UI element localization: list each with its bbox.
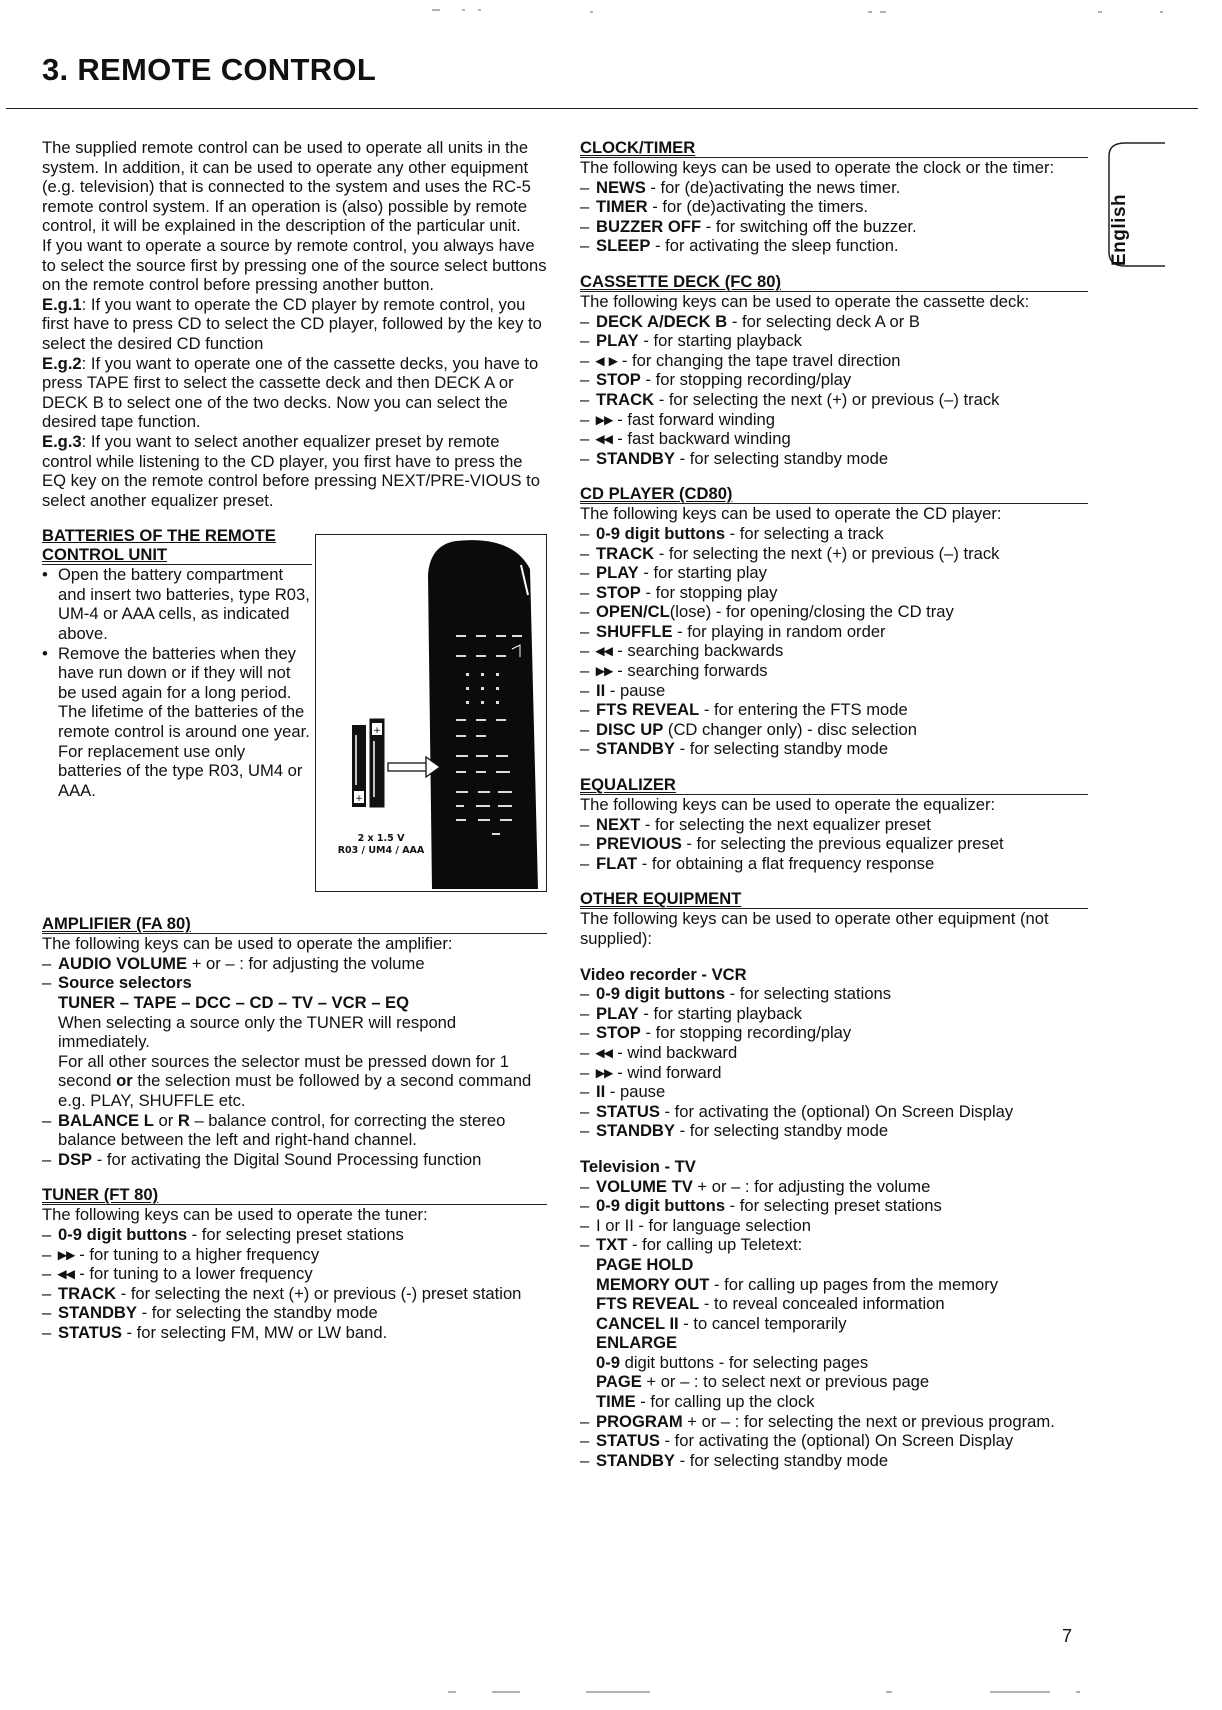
clock-timer-key: NEWS: [596, 177, 646, 197]
equalizer-item: – PREVIOUS - for selecting the previous equalizer preset: [580, 834, 1004, 854]
vcr-key: II: [596, 1082, 606, 1102]
example-1: [42, 295, 547, 354]
tv-item: – STATUS - for activating the (optional) On Screen Display: [580, 1431, 1014, 1451]
amplifier-balance-text: – balance control, for correcting the stereo balance between the left and right-hand channel.: [58, 1110, 506, 1150]
batteries-section: [42, 526, 547, 898]
tv-page-text: + or – : to select next or previous page: [641, 1372, 930, 1392]
amplifier-item: – AUDIO VOLUME + or – : for adjusting the volume: [42, 953, 425, 973]
intro-paragraph-2: If you want to operate a source by remote control, you always have to select the source first by pressing one of the source select buttons on the remote control before pressing another button.: [42, 235, 547, 295]
tv-status-text: - for activating the (optional) On Screen Display: [659, 1431, 1014, 1451]
clock-timer-text: - for (de)activating the timers.: [647, 197, 869, 217]
cd-player-key: STANDBY: [596, 739, 675, 759]
intro-paragraph-1: The supplied remote control can be used to operate all units in the system. In addition, it can be used to operate any other equipment (e.g. television) that is connected to the system and uses the RC-5 remote control system. If an operation is (also) possible by remote control, it will be explained in the description of the particular unit.: [42, 138, 531, 236]
tuner-list: [42, 1225, 547, 1343]
tuner-item: – ▸▸ - for tuning to a higher frequency: [42, 1244, 320, 1264]
batteries-bullet-2-continued: The lifetime of the batteries of the remote control is around one year. For replacement use only batteries of the type R03, UM4 or AAA.: [58, 702, 310, 800]
amplifier-balance-key: BALANCE L: [58, 1110, 154, 1130]
equalizer-intro: The following keys can be used to operate the equalizer:: [580, 795, 996, 815]
amplifier-source-list: TUNER – TAPE – DCC – CD – TV – VCR – EQ: [58, 993, 410, 1013]
vcr-text: - wind forward: [612, 1062, 722, 1082]
tuner-text: - for selecting the standby mode: [136, 1303, 378, 1323]
equalizer-key: FLAT: [596, 853, 638, 873]
cd-player-key: DISC UP: [596, 719, 664, 739]
amplifier-source-note-1: When selecting a source only the TUNER will respond immediately.: [58, 1012, 457, 1052]
page-title: 3. REMOTE CONTROL: [42, 52, 377, 87]
cd-player-list: [580, 524, 1088, 759]
cassette-item: – STANDBY - for selecting standby mode: [580, 448, 889, 468]
amplifier-source-key: Source selectors: [58, 973, 192, 993]
tv-item: – PROGRAM + or – : for selecting the next or previous program.: [580, 1411, 1055, 1431]
batteries-heading-line-2: CONTROL UNIT: [42, 545, 312, 565]
vcr-text: - for activating the (optional) On Screen Display: [659, 1101, 1014, 1121]
equalizer-item: – NEXT - for selecting the next equalizer preset: [580, 814, 931, 834]
tuner-text: - for selecting preset stations: [187, 1225, 404, 1244]
vcr-item: – II - pause: [580, 1082, 666, 1102]
vcr-text: - for selecting stations: [725, 984, 892, 1004]
batteries-text: [42, 526, 312, 800]
vcr-heading: Video recorder - VCR: [580, 964, 747, 984]
cassette-intro: The following keys can be used to operate the cassette deck:: [580, 291, 1030, 311]
clock-timer-item: – SLEEP - for activating the sleep function.: [580, 236, 899, 256]
tv-digits-key: 0-9 digit buttons: [596, 1196, 726, 1216]
tuner-key: TRACK: [58, 1283, 117, 1303]
batteries-bullet-1: • Open the battery compartment and insert two batteries, type R03, UM-4 or AAA cells, as indicated above.: [42, 565, 312, 643]
cd-player-text: (CD changer only) - disc selection: [663, 719, 917, 739]
cd-player-item: – PLAY - for starting play: [580, 563, 767, 583]
batteries-bullet-2-text: Remove the batteries when they have run down or if they will not be used again for a long period.: [58, 643, 296, 702]
amplifier-source-note-2a: For all other sources the selector must be pressed down for 1 second: [58, 1051, 510, 1091]
batteries-list: [42, 565, 312, 800]
cd-player-text: - for selecting standby mode: [674, 739, 889, 759]
tuner-text: - for selecting FM, MW or LW band.: [121, 1322, 388, 1342]
clock-timer-item: – NEWS - for (de)activating the news timer.: [580, 177, 901, 197]
tuner-section: [42, 1185, 547, 1342]
clock-timer-key: SLEEP: [596, 236, 651, 256]
vcr-list: [580, 984, 1088, 1141]
cd-player-item: – STANDBY - for selecting standby mode: [580, 739, 889, 759]
cd-player-item: – SHUFFLE - for playing in random order: [580, 621, 886, 641]
equalizer-text: - for selecting the next equalizer preset: [640, 814, 931, 834]
header-divider: [6, 108, 1198, 109]
battery-caption-voltage: 2 x 1.5 V: [357, 833, 405, 845]
cassette-section: [580, 272, 1088, 468]
cd-player-text: - for stopping play: [640, 582, 778, 602]
cd-player-key: SHUFFLE: [596, 621, 673, 641]
cd-player-text: - searching backwards: [612, 641, 784, 661]
vcr-key: STATUS: [596, 1101, 660, 1121]
cassette-list: [580, 312, 1088, 469]
tuner-item: – ◂◂ - for tuning to a lower frequency: [42, 1264, 313, 1284]
cd-player-text: (lose) - for opening/closing the CD tray: [669, 602, 954, 622]
tuner-item: – 0-9 digit buttons - for selecting preset stations: [42, 1225, 404, 1244]
cassette-heading: CASSETTE DECK (FC 80): [580, 272, 1088, 292]
clock-timer-intro: The following keys can be used to operate the clock or the timer:: [580, 158, 1055, 177]
amplifier-item: – DSP - for activating the Digital Sound Processing function: [42, 1149, 482, 1169]
example-3-text: : If you want to select another equalizer preset by remote control while listening to the CD player, you first have to press the EQ key on the remote control before pressing NEXT/PRE-VIOUS to select another equalizer preset.: [42, 431, 541, 510]
cd-player-item: – OPEN/CL(lose) - for opening/closing the CD tray: [580, 602, 954, 622]
vcr-item: – STOP - for stopping recording/play: [580, 1023, 852, 1043]
cassette-item: – ◂◂ - fast backward winding: [580, 429, 791, 449]
cd-player-item: – STOP - for stopping play: [580, 582, 778, 602]
vcr-text: - pause: [605, 1082, 666, 1102]
cassette-item: – TRACK - for selecting the next (+) or previous (–) track: [580, 389, 1000, 409]
vcr-key: STOP: [596, 1023, 641, 1043]
cd-player-key: OPEN/CL: [596, 602, 670, 622]
cd-player-text: - searching forwards: [612, 661, 768, 681]
cd-player-key: PLAY: [596, 563, 639, 583]
tv-standby-key: STANDBY: [596, 1450, 675, 1470]
cd-player-text: - for selecting a track: [725, 523, 884, 543]
tv-program-key: PROGRAM: [596, 1411, 683, 1431]
cassette-key: ◂ ▸: [596, 350, 618, 370]
equalizer-text: - for selecting the previous equalizer preset: [681, 834, 1004, 854]
cd-player-text: - pause: [605, 680, 666, 700]
tv-time-text: - for calling up the clock: [635, 1392, 815, 1412]
cd-player-heading: CD PLAYER (CD80): [580, 484, 1088, 504]
tv-standby-text: - for selecting standby mode: [674, 1450, 889, 1470]
clock-timer-item: – TIMER - for (de)activating the timers.: [580, 197, 869, 217]
tuner-key: STATUS: [58, 1322, 122, 1342]
battery-caption-types: R03 / UM4 / AAA: [337, 845, 425, 857]
remote-control-illustration: [315, 534, 547, 892]
cd-player-intro: The following keys can be used to operate the CD player:: [580, 504, 1002, 524]
tv-time-key: TIME: [596, 1392, 636, 1412]
other-equipment-heading: OTHER EQUIPMENT: [580, 889, 1088, 909]
vcr-item: – PLAY - for starting playback: [580, 1003, 802, 1023]
batteries-heading-line-1: BATTERIES OF THE REMOTE: [42, 526, 276, 546]
cassette-item: – DECK A/DECK B - for selecting deck A or B: [580, 311, 920, 331]
tv-enlarge: ENLARGE: [596, 1333, 678, 1353]
vcr-item: – STANDBY - for selecting standby mode: [580, 1121, 889, 1141]
amplifier-balance-or: or: [153, 1110, 178, 1130]
tuner-text: - for tuning to a lower frequency: [74, 1264, 313, 1284]
example-2-label: E.g.2: [42, 353, 82, 373]
cd-player-item: – II - pause: [580, 680, 666, 700]
example-2: [42, 354, 547, 432]
cd-player-item: – DISC UP (CD changer only) - disc selection: [580, 719, 917, 739]
vcr-key: 0-9 digit buttons: [596, 984, 726, 1004]
tv-item: – TXT - for calling up Teletext: PAGE HOLD MEMORY OUT - for calling up pages from the memory FTS REVEAL - to reveal concealed information CANCEL II - to cancel temporarily ENLARGE 0-9 digit buttons - for selecting pages PAGE + or – : to select next or previous page TIME - for calling up the clock: [580, 1235, 999, 1412]
cd-player-item: – TRACK - for selecting the next (+) or previous (–) track: [580, 543, 1000, 563]
tv-cancel-key: CANCEL II: [596, 1313, 679, 1333]
cd-player-section: [580, 484, 1088, 759]
clock-timer-section: [580, 138, 1088, 256]
batteries-bullet-2: [42, 644, 312, 801]
tuner-text: - for tuning to a higher frequency: [74, 1244, 320, 1264]
tuner-key: ▸▸: [58, 1244, 75, 1264]
battery-icons: [352, 719, 384, 807]
equalizer-item: – FLAT - for obtaining a flat frequency response: [580, 853, 935, 873]
tv-fts-text: - to reveal concealed information: [699, 1294, 945, 1314]
vcr-key: ▸▸: [596, 1062, 613, 1082]
amplifier-section: [42, 914, 547, 1169]
tuner-item: – STANDBY - for selecting the standby mode: [42, 1303, 378, 1323]
clock-timer-list: [580, 178, 1088, 256]
tv-memory-text: - for calling up pages from the memory: [709, 1274, 999, 1294]
tv-item: – I or II - for language selection: [580, 1215, 811, 1235]
clock-timer-heading: CLOCK/TIMER: [580, 138, 1088, 158]
vcr-key: ◂◂: [596, 1042, 613, 1062]
cd-player-text: - for playing in random order: [672, 621, 886, 641]
equalizer-section: [580, 775, 1088, 873]
other-equipment-intro: The following keys can be used to operate other equipment (not supplied):: [580, 909, 1049, 948]
cassette-text: - for stopping recording/play: [640, 370, 852, 390]
cassette-text: - for selecting the next (+) or previous (–) track: [654, 389, 1000, 409]
tuner-intro: The following keys can be used to operate the tuner:: [42, 1205, 428, 1225]
cd-player-key: TRACK: [596, 543, 655, 563]
tuner-key: ◂◂: [58, 1264, 75, 1284]
tv-heading: Television - TV: [580, 1156, 696, 1176]
cassette-key: ◂◂: [596, 429, 613, 449]
cassette-text: - fast forward winding: [612, 409, 775, 429]
vcr-key: STANDBY: [596, 1121, 675, 1141]
cd-player-key: FTS REVEAL: [596, 700, 700, 720]
amplifier-volume-key: AUDIO VOLUME: [58, 953, 188, 973]
tv-volume-key: VOLUME TV: [596, 1176, 693, 1196]
tv-program-text: + or – : for selecting the next or previous program.: [682, 1411, 1055, 1431]
amplifier-dsp-key: DSP: [58, 1149, 93, 1169]
tv-cancel-text: - to cancel temporarily: [678, 1313, 847, 1333]
cd-player-key: STOP: [596, 582, 641, 602]
cassette-item: – PLAY - for starting playback: [580, 331, 802, 351]
cd-player-item: – 0-9 digit buttons - for selecting a track: [580, 523, 884, 543]
battery-caption: [316, 833, 446, 857]
example-3-label: E.g.3: [42, 431, 82, 451]
tuner-item: – TRACK - for selecting the next (+) or previous (-) preset station: [42, 1283, 522, 1303]
svg-text:+: +: [373, 726, 381, 737]
cd-player-item: – ▸▸ - searching forwards: [580, 661, 768, 681]
tuner-item: – STATUS - for selecting FM, MW or LW band.: [42, 1322, 388, 1342]
cassette-text: - for selecting standby mode: [674, 448, 889, 468]
clock-timer-text: - for (de)activating the news timer.: [645, 177, 901, 197]
cassette-text: - for changing the tape travel direction: [617, 350, 901, 370]
amplifier-source-note-2-or: or: [116, 1071, 133, 1091]
cd-player-key: ▸▸: [596, 661, 613, 681]
tv-item: – 0-9 digit buttons - for selecting preset stations: [580, 1196, 942, 1216]
equalizer-heading: EQUALIZER: [580, 775, 1088, 795]
tuner-text: - for selecting the next (+) or previous (-) preset station: [116, 1283, 522, 1303]
clock-timer-text: - for activating the sleep function.: [650, 236, 899, 256]
cd-player-key: ◂◂: [596, 641, 613, 661]
amplifier-dsp-text: - for activating the Digital Sound Processing function: [92, 1149, 482, 1169]
tv-pages-key: 0-9: [596, 1352, 620, 1372]
tv-fts-key: FTS REVEAL: [596, 1294, 700, 1314]
equalizer-list: [580, 815, 1088, 874]
cassette-key: PLAY: [596, 331, 639, 351]
example-1-text: : If you want to operate the CD player by remote control, you first have to press CD to select the CD player, followed by the key to select the desired CD function: [42, 294, 542, 353]
tuner-key: STANDBY: [58, 1303, 137, 1323]
tv-txt-text: - for calling up Teletext:: [627, 1235, 803, 1255]
tv-volume-text: + or – : for adjusting the volume: [692, 1176, 931, 1196]
equalizer-key: PREVIOUS: [596, 834, 682, 854]
cd-player-item: – FTS REVEAL - for entering the FTS mode: [580, 700, 908, 720]
cassette-key: STOP: [596, 370, 641, 390]
cassette-item: – ▸▸ - fast forward winding: [580, 409, 775, 429]
tuner-heading: TUNER (FT 80): [42, 1185, 547, 1205]
svg-text:+: +: [355, 794, 363, 805]
amplifier-source-note-2b: the selection must be followed by a second command e.g. PLAY, SHUFFLE etc.: [58, 1071, 532, 1111]
amplifier-list: [42, 954, 547, 1170]
cassette-key: ▸▸: [596, 409, 613, 429]
tv-txt-key: TXT: [596, 1235, 628, 1255]
vcr-item: – ▸▸ - wind forward: [580, 1062, 722, 1082]
language-tab: [1097, 142, 1165, 268]
cd-player-text: - for starting play: [638, 563, 767, 583]
clock-timer-key: TIMER: [596, 197, 648, 217]
example-3: [42, 432, 547, 510]
vcr-text: - for stopping recording/play: [640, 1023, 852, 1043]
cassette-item: – STOP - for stopping recording/play: [580, 370, 852, 390]
vcr-item: – 0-9 digit buttons - for selecting stations: [580, 984, 892, 1004]
tv-language-text: I or II - for language selection: [596, 1215, 811, 1235]
page-number: 7: [1062, 1626, 1073, 1646]
cassette-key: TRACK: [596, 389, 655, 409]
amplifier-source-note-2: [58, 1052, 547, 1111]
vcr-key: PLAY: [596, 1003, 639, 1023]
vcr-text: - for starting playback: [638, 1003, 802, 1023]
tv-item: – STANDBY - for selecting standby mode: [580, 1450, 889, 1470]
language-tab-frame: [1097, 142, 1165, 268]
cassette-key: DECK A/DECK B: [596, 311, 728, 331]
cassette-text: - for selecting deck A or B: [727, 311, 920, 331]
cd-player-text: - for entering the FTS mode: [699, 700, 908, 720]
tv-page-hold: PAGE HOLD: [596, 1254, 694, 1274]
tv-list: [580, 1177, 1088, 1471]
amplifier-volume-text: + or – : for adjusting the volume: [187, 953, 425, 973]
other-equipment-section: [580, 889, 1088, 1470]
vcr-text: - wind backward: [612, 1042, 738, 1062]
clock-timer-text: - for switching off the buzzer.: [701, 216, 917, 236]
example-2-text: : If you want to operate one of the cassette decks, you have to press TAPE first to select the cassette deck and then DECK A or DECK B to select one of the two decks. Now you can select the desired tape function.: [42, 353, 539, 432]
tuner-key: 0-9 digit buttons: [58, 1225, 188, 1244]
tv-status-key: STATUS: [596, 1431, 660, 1451]
tv-item: – VOLUME TV + or – : for adjusting the volume: [580, 1176, 931, 1196]
language-label: English: [1109, 193, 1130, 266]
cassette-key: STANDBY: [596, 448, 675, 468]
tv-pages-text: digit buttons - for selecting pages: [619, 1352, 869, 1372]
cd-player-text: - for selecting the next (+) or previous (–) track: [654, 543, 1000, 563]
cassette-text: - fast backward winding: [612, 429, 791, 449]
tv-digits-text: - for selecting preset stations: [725, 1196, 942, 1216]
amplifier-heading: AMPLIFIER (FA 80): [42, 914, 547, 934]
amplifier-intro: The following keys can be used to operate the amplifier:: [42, 934, 453, 954]
example-1-label: E.g.1: [42, 294, 82, 314]
cd-player-key: II: [596, 680, 606, 700]
amplifier-item: – BALANCE L or R – balance control, for correcting the stereo balance between the left and right-hand channel.: [42, 1110, 506, 1150]
right-column: [580, 138, 1088, 1470]
amplifier-balance-key-2: R: [177, 1110, 190, 1130]
cd-player-item: – ◂◂ - searching backwards: [580, 641, 784, 661]
cassette-item: – ◂ ▸ - for changing the tape travel direction: [580, 350, 901, 370]
clock-timer-item: – BUZZER OFF - for switching off the buzzer.: [580, 216, 917, 236]
left-column: [42, 138, 547, 1343]
vcr-item: – ◂◂ - wind backward: [580, 1042, 738, 1062]
cassette-text: - for starting playback: [638, 331, 802, 351]
equalizer-key: NEXT: [596, 814, 641, 834]
vcr-text: - for selecting standby mode: [674, 1121, 889, 1141]
amplifier-item: – Source selectors TUNER – TAPE – DCC – CD – TV – VCR – EQ When selecting a source only the TUNER will respond immediately. For all other sources the selector must be pressed down for 1 second or the selection must be followed by a second command e.g. PLAY, SHUFFLE etc.: [42, 973, 547, 1110]
tv-memory-key: MEMORY OUT: [596, 1274, 710, 1294]
cd-player-key: 0-9 digit buttons: [596, 523, 726, 543]
vcr-item: – STATUS - for activating the (optional) On Screen Display: [580, 1101, 1014, 1121]
tv-page-key: PAGE: [596, 1372, 642, 1392]
clock-timer-key: BUZZER OFF: [596, 216, 702, 236]
equalizer-text: - for obtaining a flat frequency response: [637, 853, 935, 873]
